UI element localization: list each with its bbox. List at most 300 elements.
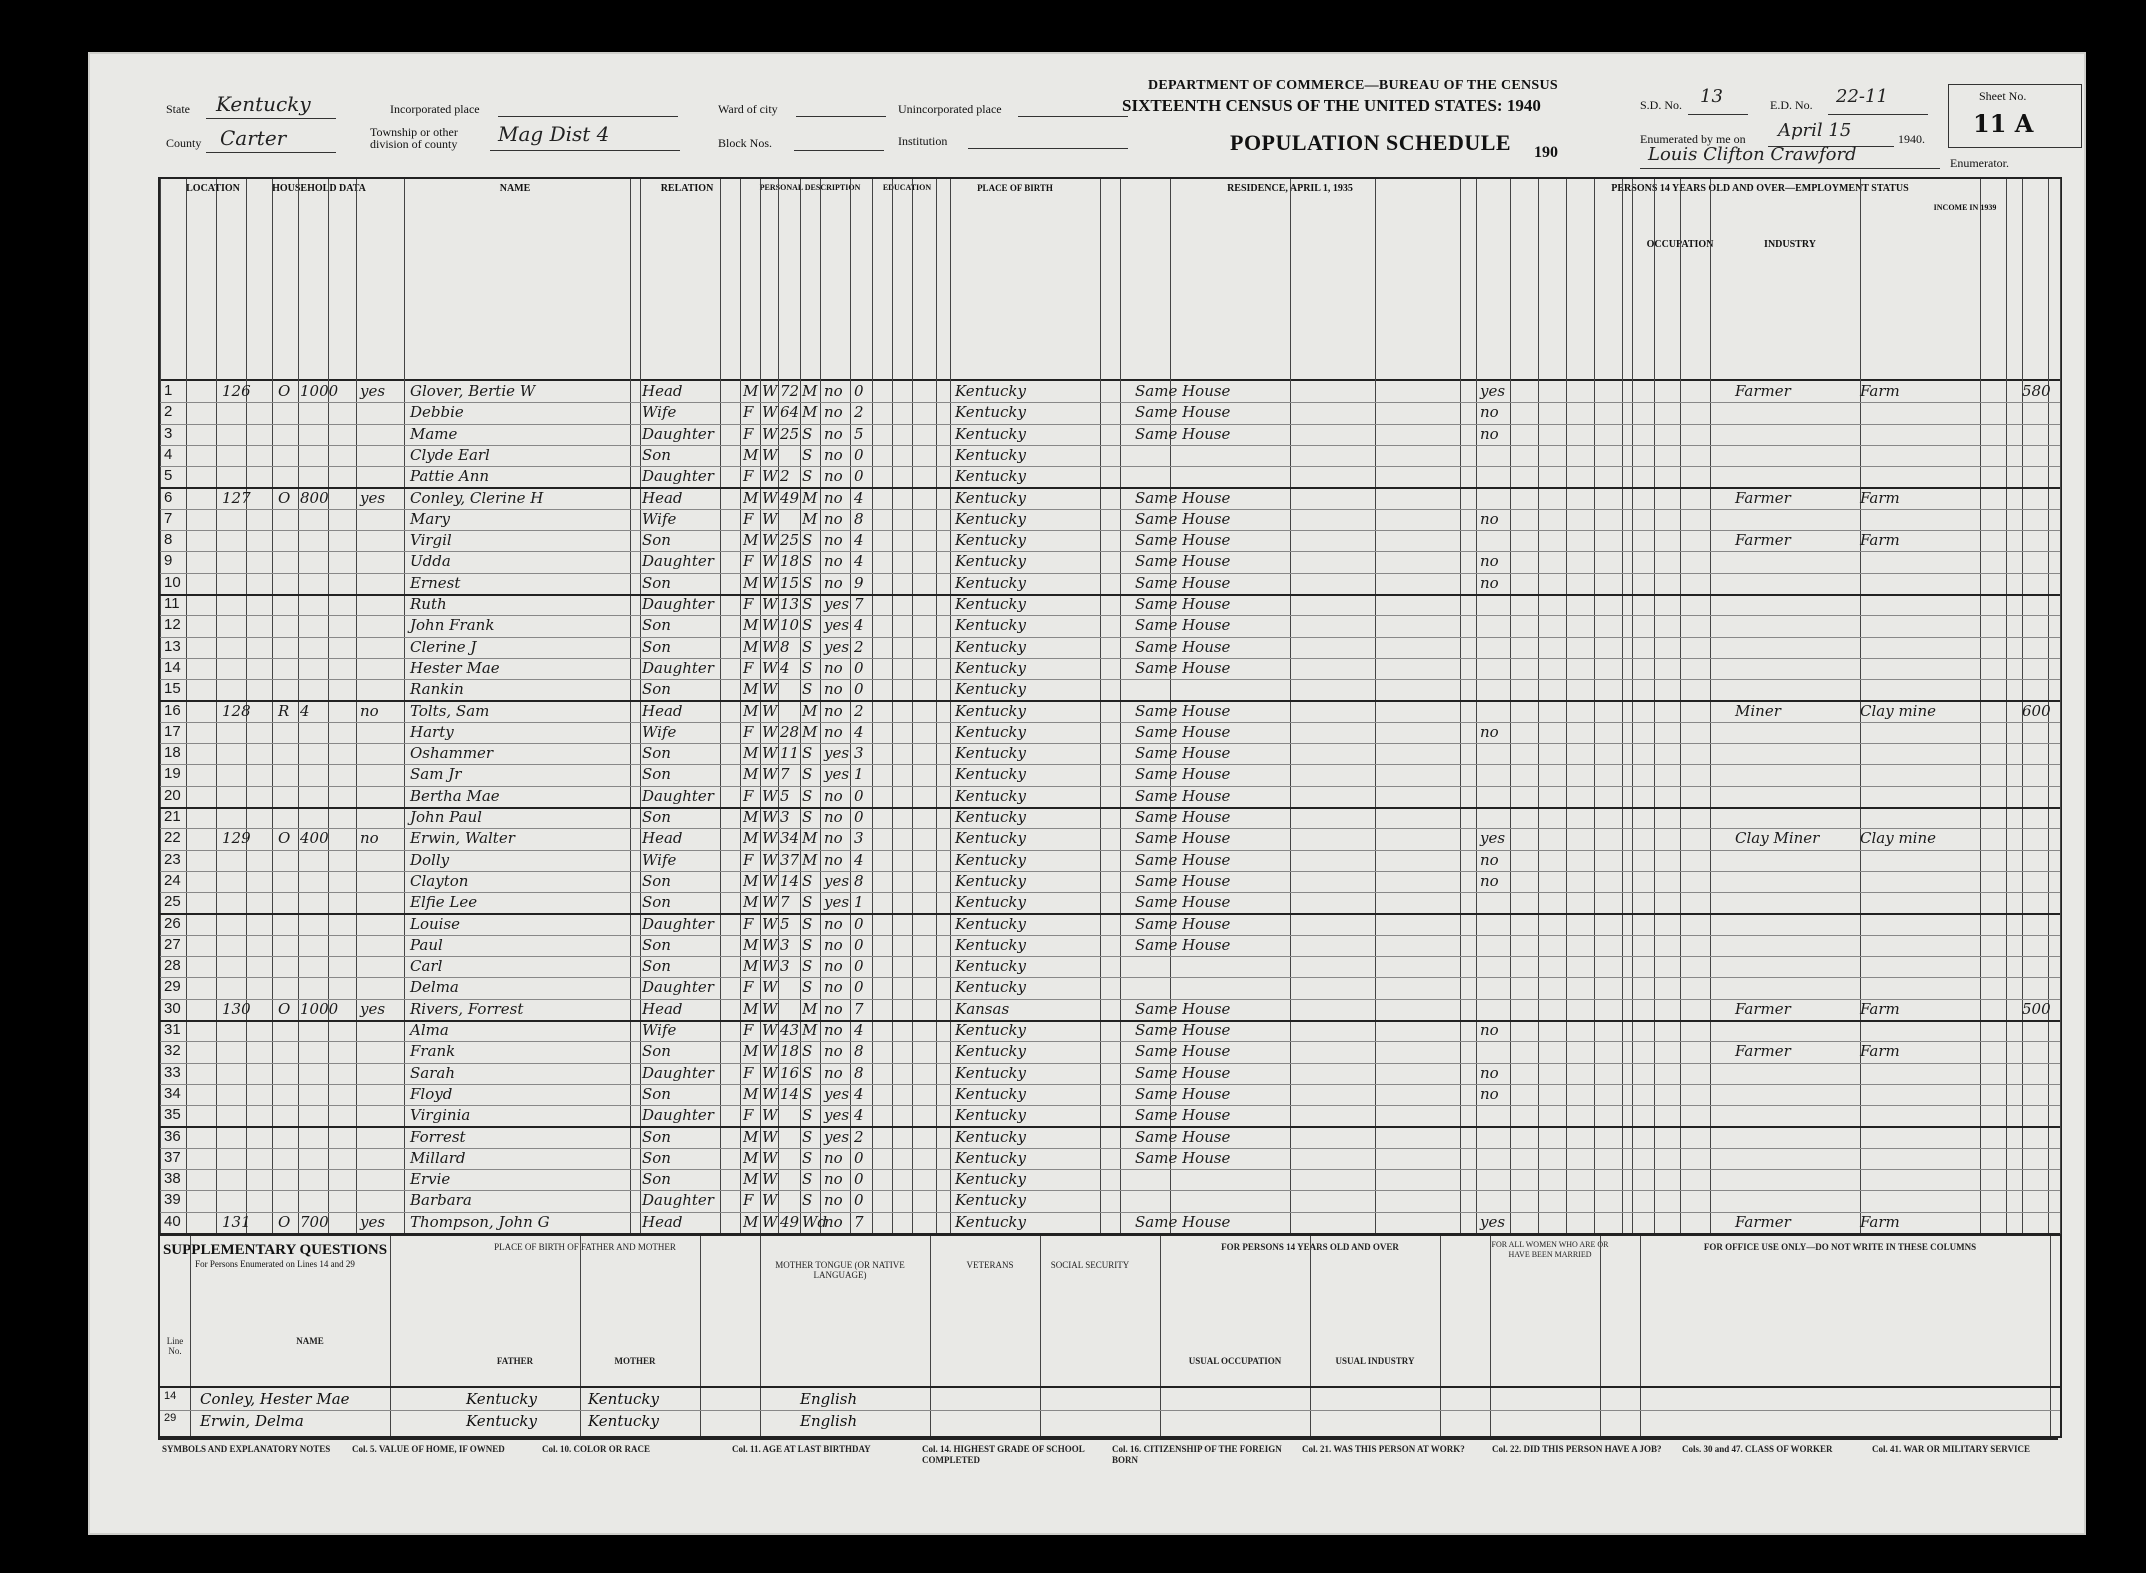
supp-column-rule — [190, 1236, 191, 1436]
cell-rel: Daughter — [642, 658, 714, 677]
cell-res: Same House — [1135, 424, 1231, 443]
cell-sch: no — [824, 978, 843, 997]
cell-res: Same House — [1135, 531, 1231, 550]
cell-rel: Head — [642, 488, 683, 507]
county-label: County — [166, 136, 202, 150]
department-title: DEPARTMENT OF COMMERCE—BUREAU OF THE CENSUS — [1148, 78, 1559, 93]
cell-name: Hester Mae — [410, 658, 500, 677]
cell-mar: S — [802, 871, 813, 890]
cell-race: W — [762, 680, 778, 699]
cell-sch: no — [824, 1148, 843, 1167]
cell-house: 130 — [222, 999, 251, 1018]
table-row — [160, 1127, 2060, 1148]
cell-name: Clayton — [410, 871, 469, 890]
cell-mar: S — [802, 467, 813, 486]
cell-race: W — [762, 935, 778, 954]
column-rule — [2060, 179, 2061, 1234]
cell-sch: no — [824, 829, 843, 848]
cell-sex: M — [743, 935, 759, 954]
cell-value: 400 — [300, 829, 329, 848]
cell-mar: S — [802, 1042, 813, 1061]
cell-age: 7 — [780, 893, 790, 912]
cell-rel: Daughter — [642, 978, 714, 997]
cell-ln: 31 — [164, 1021, 181, 1038]
cell-sch: no — [824, 808, 843, 826]
group-location: LOCATION — [186, 183, 240, 194]
cell-grade: 8 — [854, 1063, 864, 1082]
cell-rel: Daughter — [642, 786, 714, 805]
cell-name: Glover, Bertie W — [410, 382, 536, 400]
cell-race: W — [762, 1191, 778, 1210]
cell-sch: yes — [824, 893, 850, 912]
cell-ln: 16 — [164, 701, 181, 719]
cell-grade: 4 — [854, 531, 864, 550]
table-row — [160, 956, 2060, 977]
cell-grade: 2 — [854, 701, 864, 720]
supp-cell-mother: Kentucky — [588, 1390, 659, 1408]
cell-age: 72 — [780, 382, 800, 400]
cell-ln: 13 — [164, 637, 181, 655]
cell-birth: Kentucky — [955, 1063, 1026, 1082]
cell-rel: Daughter — [642, 1106, 714, 1125]
cell-sex: F — [743, 1191, 754, 1210]
cell-ind: Farm — [1860, 488, 1900, 507]
cell-grade: 3 — [854, 744, 864, 763]
cell-birth: Kentucky — [955, 957, 1026, 976]
cell-res: Same House — [1135, 1063, 1231, 1082]
supp-cell-ln: 29 — [164, 1412, 177, 1424]
cell-work: no — [1480, 722, 1499, 741]
cell-sch: yes — [824, 595, 850, 613]
cell-sch: no — [824, 552, 843, 571]
cell-name: Mame — [410, 424, 458, 443]
column-headers — [160, 179, 2060, 381]
cell-ln: 5 — [164, 467, 173, 485]
cell-name: Rivers, Forrest — [410, 999, 524, 1018]
cell-ind: Farm — [1860, 999, 1900, 1018]
cell-age: 34 — [780, 829, 800, 848]
cell-name: Virgil — [410, 531, 452, 550]
cell-sex: F — [743, 467, 754, 486]
note-title: Col. 22. DID THIS PERSON HAVE A JOB? — [1492, 1444, 1662, 1454]
cell-name: Harty — [410, 722, 454, 741]
cell-grade: 2 — [854, 1127, 864, 1146]
cell-ind: Farm — [1860, 382, 1900, 400]
cell-birth: Kentucky — [955, 531, 1026, 550]
cell-sch: no — [824, 701, 843, 720]
cell-name: Carl — [410, 957, 443, 976]
cell-rel: Son — [642, 957, 671, 976]
cell-race: W — [762, 573, 778, 592]
supp-column-rule — [1160, 1236, 1161, 1436]
cell-name: Louise — [410, 914, 461, 933]
cell-res: Same House — [1135, 1127, 1231, 1146]
group-income: INCOME IN 1939 — [1933, 203, 1997, 212]
cell-sex: F — [743, 403, 754, 422]
cell-mar: S — [802, 680, 813, 699]
cell-ln: 22 — [164, 829, 181, 847]
supp-h-occupation: USUAL OCCUPATION — [1188, 1356, 1282, 1366]
cell-sch: no — [824, 786, 843, 805]
cell-ln: 34 — [164, 1084, 181, 1102]
cell-name: Mary — [410, 509, 450, 528]
supp-cell-tongue: English — [800, 1412, 858, 1430]
table-row — [160, 1169, 2060, 1190]
cell-birth: Kentucky — [955, 1148, 1026, 1167]
cell-ln: 8 — [164, 531, 173, 549]
note-title: SYMBOLS AND EXPLANATORY NOTES — [162, 1444, 331, 1454]
cell-age: 3 — [780, 957, 790, 976]
cell-ln: 18 — [164, 744, 181, 762]
cell-occ: Farmer — [1735, 1042, 1791, 1061]
cell-work: no — [1480, 509, 1499, 528]
cell-ln: 3 — [164, 424, 173, 442]
cell-sch: yes — [824, 637, 850, 656]
cell-grade: 4 — [854, 722, 864, 741]
cell-birth: Kentucky — [955, 701, 1026, 720]
cell-rel: Head — [642, 701, 683, 720]
cell-res: Same House — [1135, 403, 1231, 422]
cell-sch: yes — [824, 871, 850, 890]
cell-grade: 4 — [854, 488, 864, 507]
cell-race: W — [762, 488, 778, 507]
table-row — [160, 1212, 2060, 1233]
cell-name: Delma — [410, 978, 459, 997]
cell-race: W — [762, 509, 778, 528]
cell-sex: M — [743, 829, 759, 848]
cell-sex: M — [743, 871, 759, 890]
cell-race: W — [762, 850, 778, 869]
table-row — [160, 1084, 2060, 1105]
group-relation: RELATION — [660, 183, 714, 194]
cell-res: Same House — [1135, 935, 1231, 954]
cell-sch: no — [824, 957, 843, 976]
cell-name: Bertha Mae — [410, 786, 500, 805]
sheet-label: Sheet No. — [1979, 89, 2027, 103]
cell-race: W — [762, 765, 778, 784]
cell-age: 2 — [780, 467, 790, 486]
cell-res: Same House — [1135, 1042, 1231, 1061]
cell-age: 10 — [780, 616, 800, 635]
cell-grade: 0 — [854, 914, 864, 933]
cell-race: W — [762, 829, 778, 848]
cell-ln: 19 — [164, 765, 181, 783]
cell-rel: Daughter — [642, 552, 714, 571]
cell-occ: Farmer — [1735, 531, 1791, 550]
supp-title-box — [160, 1236, 391, 1386]
cell-mar: S — [802, 424, 813, 443]
group-personal: PERSONAL DESCRIPTION — [759, 183, 861, 192]
cell-res: Same House — [1135, 658, 1231, 677]
cell-name: Ernest — [410, 573, 461, 592]
cell-farm: yes — [360, 1212, 386, 1231]
cell-age: 25 — [780, 531, 800, 550]
supp-h-women: FOR ALL WOMEN WHO ARE OR HAVE BEEN MARRIED — [1491, 1240, 1609, 1259]
cell-mar: S — [802, 786, 813, 805]
cell-age: 49 — [780, 1212, 800, 1231]
cell-res: Same House — [1135, 808, 1231, 826]
enumerated-label: Enumerated by me on — [1640, 132, 1746, 146]
cell-age: 43 — [780, 1021, 800, 1039]
cell-race: W — [762, 957, 778, 976]
cell-mar: S — [802, 573, 813, 592]
institution-label: Institution — [898, 134, 948, 148]
cell-birth: Kentucky — [955, 573, 1026, 592]
cell-grade: 9 — [854, 573, 864, 592]
cell-rel: Wife — [642, 850, 677, 869]
cell-ind: Farm — [1860, 531, 1900, 550]
table-row — [160, 402, 2060, 423]
cell-sch: yes — [824, 1084, 850, 1103]
cell-sex: M — [743, 957, 759, 976]
cell-farm: yes — [360, 488, 386, 507]
cell-mar: S — [802, 1063, 813, 1082]
cell-res: Same House — [1135, 637, 1231, 656]
cell-sex: M — [743, 1127, 759, 1146]
cell-sex: M — [743, 488, 759, 507]
cell-sex: M — [743, 1170, 759, 1189]
cell-birth: Kentucky — [955, 722, 1026, 741]
ward-label: Ward of city — [718, 102, 778, 116]
cell-occ: Miner — [1735, 701, 1781, 720]
cell-res: Same House — [1135, 1021, 1231, 1039]
cell-age: 5 — [780, 914, 790, 933]
cell-grade: 8 — [854, 1042, 864, 1061]
cell-age: 4 — [780, 658, 790, 677]
cell-age: 18 — [780, 1042, 800, 1061]
cell-race: W — [762, 1212, 778, 1231]
supp-h-name: NAME — [296, 1336, 324, 1346]
census-sheet — [88, 52, 2086, 1535]
cell-ln: 21 — [164, 808, 181, 825]
cell-name: Dolly — [410, 850, 450, 869]
cell-sex: M — [743, 1148, 759, 1167]
cell-occ: Farmer — [1735, 999, 1791, 1018]
note-title: Col. 41. WAR OR MILITARY SERVICE — [1872, 1444, 2030, 1454]
note-column — [352, 1444, 532, 1455]
cell-rel: Son — [642, 1170, 671, 1189]
cell-res: Same House — [1135, 595, 1231, 613]
group-name: NAME — [499, 183, 531, 194]
cell-age: 16 — [780, 1063, 800, 1082]
cell-sch: no — [824, 445, 843, 464]
note-title: Col. 11. AGE AT LAST BIRTHDAY — [732, 1444, 871, 1454]
cell-rel: Daughter — [642, 595, 714, 613]
cell-name: Ervie — [410, 1170, 451, 1189]
supp-column-rule — [700, 1236, 701, 1436]
cell-grade: 7 — [854, 595, 864, 613]
state-value: Kentucky — [216, 92, 311, 116]
enumerated-year: 1940. — [1898, 132, 1925, 146]
cell-race: W — [762, 914, 778, 933]
cell-ln: 27 — [164, 935, 181, 953]
cell-sex: M — [743, 744, 759, 763]
note-column — [1112, 1444, 1292, 1466]
cell-own: O — [278, 1212, 291, 1231]
cell-age: 15 — [780, 573, 800, 592]
cell-race: W — [762, 616, 778, 635]
supp-h-father: FATHER — [496, 1356, 534, 1366]
cell-race: W — [762, 701, 778, 720]
group-occupation: OCCUPATION — [1646, 239, 1714, 250]
supp-column-rule — [390, 1236, 391, 1436]
cell-occ: Farmer — [1735, 382, 1791, 400]
table-row — [160, 381, 2060, 402]
cell-name: Frank — [410, 1042, 456, 1061]
cell-birth: Kentucky — [955, 914, 1026, 933]
cell-rel: Head — [642, 1212, 683, 1231]
cell-sch: no — [824, 722, 843, 741]
cell-res: Same House — [1135, 1084, 1231, 1103]
cell-rel: Son — [642, 765, 671, 784]
sheet-value: 11 A — [1973, 109, 2034, 138]
cell-inc: 600 — [2022, 701, 2051, 720]
cell-ln: 33 — [164, 1063, 181, 1081]
cell-rel: Head — [642, 829, 683, 848]
supp-h-industry: USUAL INDUSTRY — [1335, 1356, 1415, 1366]
cell-ln: 20 — [164, 786, 181, 804]
cell-work: yes — [1480, 382, 1506, 400]
supp-cell-name: Conley, Hester Mae — [200, 1390, 350, 1408]
group-residence: RESIDENCE, APRIL 1, 1935 — [1227, 183, 1353, 194]
cell-work: no — [1480, 850, 1499, 869]
cell-race: W — [762, 1021, 778, 1039]
table-row — [160, 977, 2060, 998]
supp-cell-ln: 14 — [164, 1390, 177, 1402]
cell-name: Forrest — [410, 1127, 466, 1146]
cell-age: 37 — [780, 850, 800, 869]
table-row — [160, 701, 2060, 722]
cell-house: 128 — [222, 701, 251, 720]
cell-work: no — [1480, 1063, 1499, 1082]
cell-race: W — [762, 1063, 778, 1082]
cell-sch: no — [824, 680, 843, 699]
cell-birth: Kentucky — [955, 850, 1026, 869]
cell-sex: M — [743, 808, 759, 826]
state-label: State — [166, 102, 190, 116]
sheet-number-box — [1948, 84, 2082, 148]
cell-sex: F — [743, 1063, 754, 1082]
table-row — [160, 445, 2060, 466]
cell-rel: Son — [642, 1148, 671, 1167]
sheet-header — [88, 52, 2086, 172]
cell-mar: S — [802, 1084, 813, 1103]
note-column — [162, 1444, 342, 1455]
supp-cell-name: Erwin, Delma — [200, 1412, 304, 1430]
cell-grade: 7 — [854, 999, 864, 1018]
group-industry: INDUSTRY — [1764, 239, 1816, 250]
cell-sex: M — [743, 382, 759, 400]
cell-grade: 4 — [854, 1106, 864, 1125]
cell-race: W — [762, 424, 778, 443]
note-title: Col. 10. COLOR OR RACE — [542, 1444, 651, 1454]
cell-work: no — [1480, 552, 1499, 571]
cell-birth: Kentucky — [955, 1042, 1026, 1061]
explanatory-notes — [158, 1438, 2058, 1532]
cell-ln: 11 — [164, 595, 180, 612]
cell-birth: Kentucky — [955, 1170, 1026, 1189]
cell-ln: 30 — [164, 999, 181, 1017]
cell-own: O — [278, 829, 291, 848]
group-household: HOUSEHOLD DATA — [272, 183, 366, 194]
supplementary-section — [158, 1234, 2062, 1438]
cell-ln: 23 — [164, 850, 181, 868]
cell-ln: 14 — [164, 658, 181, 676]
cell-name: Elfie Lee — [410, 893, 478, 912]
cell-res: Same House — [1135, 488, 1231, 507]
table-row — [160, 722, 2060, 743]
cell-rel: Son — [642, 808, 671, 826]
cell-ln: 28 — [164, 957, 181, 975]
cell-grade: 4 — [854, 1021, 864, 1039]
population-table — [158, 177, 2062, 1236]
unincorporated-label: Unincorporated place — [898, 102, 1002, 116]
cell-res: Same House — [1135, 786, 1231, 805]
cell-birth: Kentucky — [955, 978, 1026, 997]
cell-birth: Kentucky — [955, 488, 1026, 507]
ed-value: 22-11 — [1836, 86, 1888, 107]
cell-mar: S — [802, 935, 813, 954]
cell-ln: 25 — [164, 893, 181, 911]
cell-mar: S — [802, 765, 813, 784]
cell-inc: 580 — [2022, 382, 2051, 400]
table-row — [160, 1020, 2060, 1041]
cell-work: yes — [1480, 829, 1506, 848]
cell-grade: 0 — [854, 808, 864, 826]
cell-grade: 0 — [854, 680, 864, 699]
cell-sch: yes — [824, 1127, 850, 1146]
cell-name: Conley, Clerine H — [410, 488, 544, 507]
cell-rel: Son — [642, 1084, 671, 1103]
cell-birth: Kentucky — [955, 871, 1026, 890]
supp-column-rule — [1310, 1236, 1311, 1436]
cell-mar: S — [802, 531, 813, 550]
incorporated-label: Incorporated place — [390, 102, 480, 116]
cell-birth: Kentucky — [955, 829, 1026, 848]
cell-mar: S — [802, 914, 813, 933]
cell-sex: F — [743, 722, 754, 741]
cell-rel: Daughter — [642, 424, 714, 443]
table-row — [160, 892, 2060, 913]
cell-mar: M — [802, 403, 818, 422]
cell-grade: 0 — [854, 1191, 864, 1210]
supp-cell-mother: Kentucky — [588, 1412, 659, 1430]
cell-name: Floyd — [410, 1084, 453, 1103]
cell-occ: Farmer — [1735, 1212, 1791, 1231]
cell-res: Same House — [1135, 616, 1231, 635]
note-column — [732, 1444, 912, 1455]
cell-name: Barbara — [410, 1191, 472, 1210]
cell-res: Same House — [1135, 552, 1231, 571]
cell-mar: M — [802, 701, 818, 720]
cell-rel: Daughter — [642, 1063, 714, 1082]
table-row — [160, 466, 2060, 487]
cell-mar: M — [802, 382, 818, 400]
cell-sch: no — [824, 1063, 843, 1082]
supp-column-rule — [1040, 1236, 1041, 1436]
supp-column-rule — [1640, 1236, 1641, 1436]
cell-sex: M — [743, 701, 759, 720]
table-row — [160, 509, 2060, 530]
cell-age: 3 — [780, 808, 790, 826]
cell-sch: no — [824, 531, 843, 550]
cell-sch: no — [824, 403, 843, 422]
cell-age: 13 — [780, 595, 800, 613]
cell-name: Clerine J — [410, 637, 477, 656]
supp-column-rule — [1440, 1236, 1441, 1436]
cell-race: W — [762, 999, 778, 1018]
cell-grade: 0 — [854, 786, 864, 805]
